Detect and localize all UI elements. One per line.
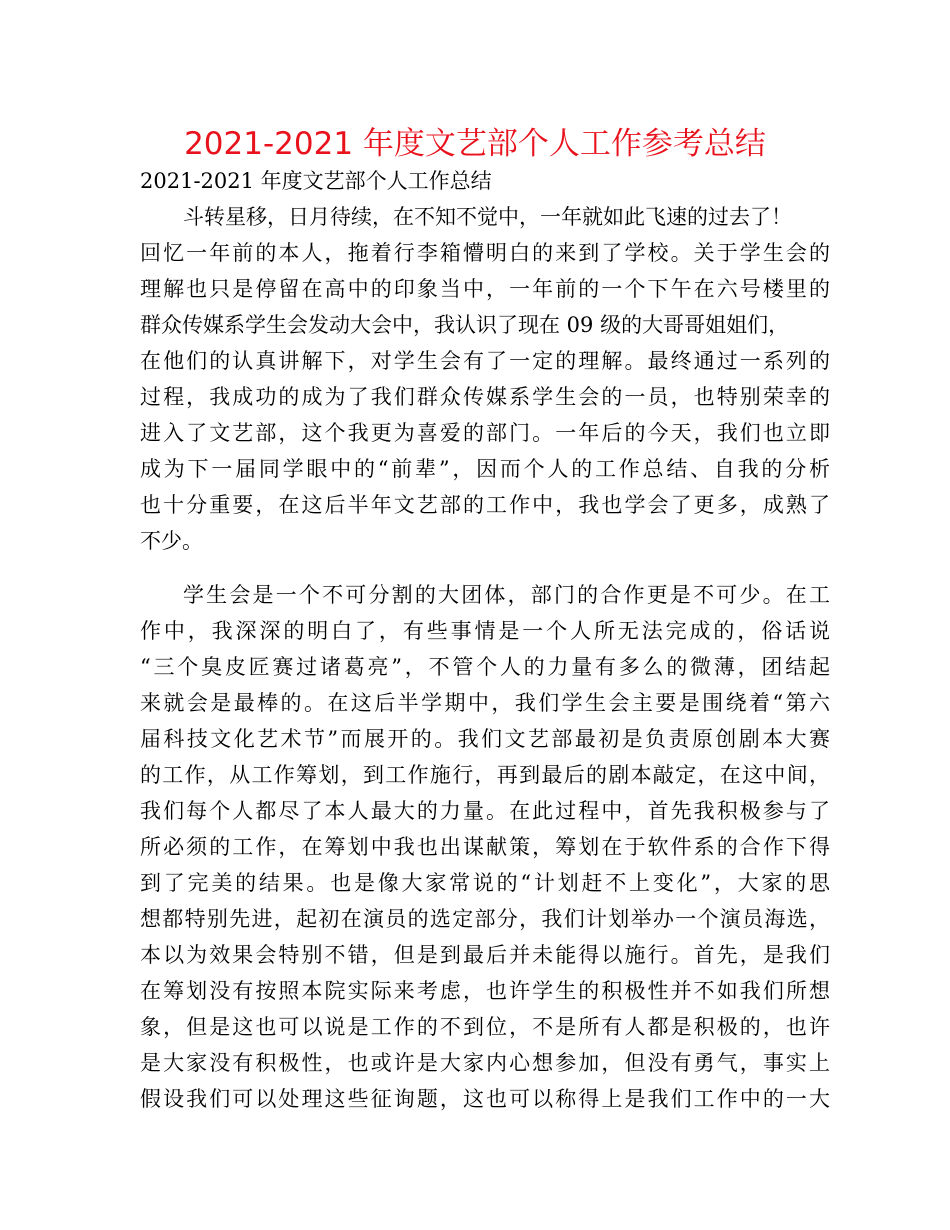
paragraph: [140, 577, 830, 1117]
document-title: 2021-2021 年度文艺部个人工作参考总结: [184, 126, 766, 162]
document-body: [140, 163, 830, 1117]
paragraph-line: 斗转星移，日月待续，在不知不觉中，一年就如此飞速的过去了！: [183, 205, 792, 229]
paragraph-line: 在筹划没有按照本院实际来考虑，也许学生的积极性并不如我们所想: [140, 979, 830, 1003]
paragraph-line: 不少。: [140, 529, 203, 553]
paragraph-line: 到了完美的结果。也是像大家常说的“计划赶不上变化”，大家的思: [140, 871, 830, 895]
paragraph-line: 在他们的认真讲解下，对学生会有了一定的理解。最终通过一系列的: [140, 349, 830, 373]
paragraph-line: 所必须的工作，在筹划中我也出谋献策，筹划在于软件系的合作下得: [140, 835, 830, 859]
paragraph-line: 来就会是最棒的。在这后半学期中，我们学生会主要是围绕着“第六: [140, 691, 830, 715]
paragraph-line: 过程，我成功的成为了我们群众传媒系学生会的一员，也特别荣幸的: [140, 385, 830, 409]
paragraph-line: 想都特别先进，起初在演员的选定部分，我们计划举办一个演员海选，: [140, 907, 830, 931]
paragraph-line: 是大家没有积极性，也或许是大家内心想参加，但没有勇气，事实上: [140, 1051, 830, 1075]
paragraph-line: 成为下一届同学眼中的“前辈”，因而个人的工作总结、自我的分析: [140, 457, 830, 481]
paragraph-line: 的工作，从工作筹划，到工作施行，再到最后的剧本敲定，在这中间，: [140, 763, 830, 787]
paragraph-line: 理解也只是停留在高中的印象当中，一年前的一个下午在六号楼里的: [140, 277, 830, 301]
paragraph-line: 假设我们可以处理这些征询题，这也可以称得上是我们工作中的一大: [140, 1087, 830, 1111]
document-subtitle: 2021-2021 年度文艺部个人工作总结: [140, 169, 492, 193]
paragraph-line: 进入了文艺部，这个我更为喜爱的部门。一年后的今天，我们也立即: [140, 421, 830, 445]
paragraph-line: 本以为效果会特别不错，但是到最后并未能得以施行。首先，是我们: [140, 943, 830, 967]
paragraph-line: 我们每个人都尽了本人最大的力量。在此过程中，首先我积极参与了: [140, 799, 830, 823]
paragraph-line: 也十分重要，在这后半年文艺部的工作中，我也学会了更多，成熟了: [140, 493, 830, 517]
paragraph: [140, 199, 830, 559]
paragraph-spacer: [140, 559, 830, 577]
paragraph-line: 届科技文化艺术节”而展开的。我们文艺部最初是负责原创剧本大赛: [140, 727, 830, 751]
paragraph-line: “三个臭皮匠赛过诸葛亮”，不管个人的力量有多么的微薄，团结起: [140, 655, 830, 679]
paragraph-line: 群众传媒系学生会发动大会中，我认识了现在 09 级的大哥哥姐姐们，: [140, 313, 790, 337]
paragraph-line: 作中，我深深的明白了，有些事情是一个人所无法完成的，俗话说: [140, 619, 830, 643]
paragraph-line: 学生会是一个不可分割的大团体，部门的合作更是不可少。在工: [183, 583, 830, 607]
paragraph-line: 象，但是这也可以说是工作的不到位，不是所有人都是积极的，也许: [140, 1015, 830, 1039]
paragraph-line: 回忆一年前的本人，拖着行李箱懵明白的来到了学校。关于学生会的: [140, 241, 830, 265]
